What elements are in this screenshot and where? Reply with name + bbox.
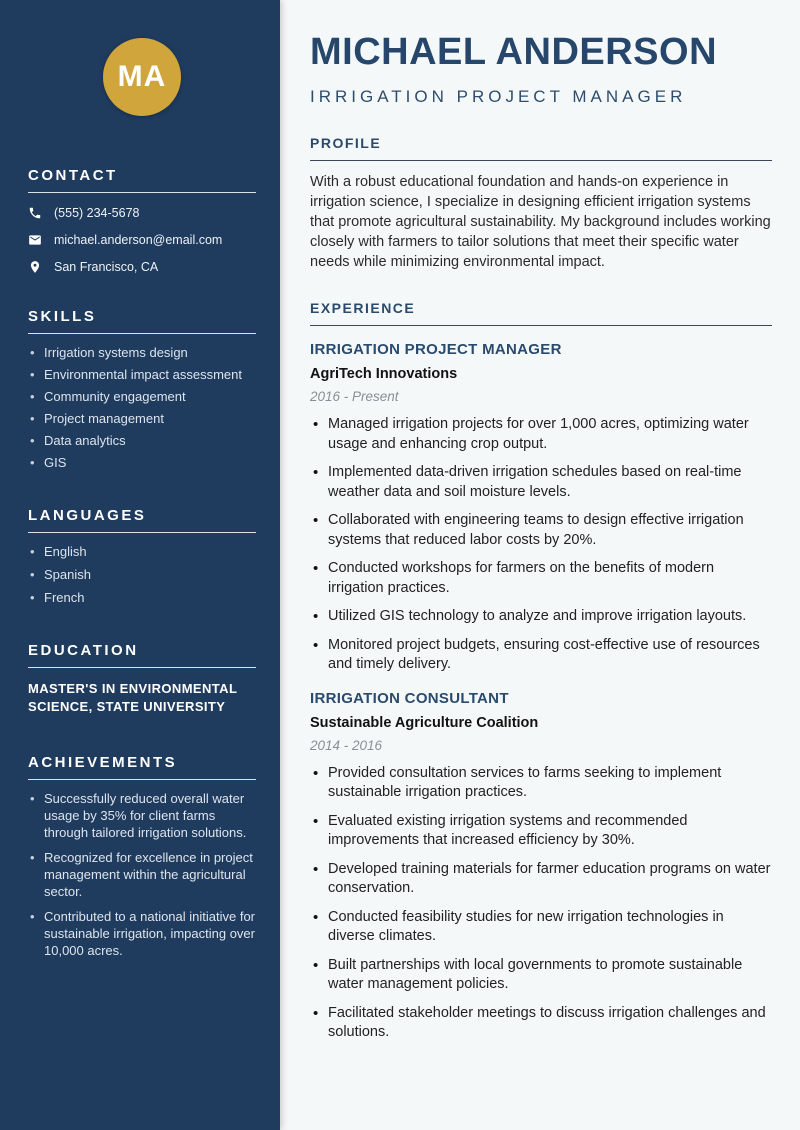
job-bullet: • Facilitated stakeholder meetings to discuss irrigation challenges and solutions. bbox=[310, 1004, 772, 1043]
skill-item: • Community engagement bbox=[28, 388, 256, 405]
job-bullet: • Conducted feasibility studies for new irrigation technologies in diverse climates. bbox=[310, 908, 772, 947]
job-bullet: • Developed training materials for farmer education programs on water conservation. bbox=[310, 860, 772, 899]
location-pin-icon bbox=[28, 260, 42, 274]
language-item: • English bbox=[28, 543, 256, 560]
job-bullet: • Utilized GIS technology to analyze and improve irrigation layouts. bbox=[310, 607, 772, 627]
contact-email-value: michael.anderson@email.com bbox=[54, 233, 223, 247]
candidate-title: IRRIGATION PROJECT MANAGER bbox=[310, 87, 687, 106]
contact-heading: CONTACT bbox=[28, 167, 256, 193]
contact-email-row bbox=[28, 233, 256, 247]
contact-location-value: San Francisco, CA bbox=[54, 260, 159, 274]
experience-job-2 bbox=[310, 690, 772, 1043]
achievement-item: • Successfully reduced overall water usage by 35% for client farms through tailored irrigation solutions. bbox=[28, 790, 256, 841]
contact-phone-row bbox=[28, 206, 256, 220]
experience-heading: EXPERIENCE bbox=[310, 300, 772, 326]
education-heading: EDUCATION bbox=[28, 642, 256, 668]
job-title: IRRIGATION PROJECT MANAGER bbox=[310, 341, 562, 358]
job-dates: 2014 - 2016 bbox=[310, 737, 383, 753]
profile-heading: PROFILE bbox=[310, 135, 772, 161]
languages-list bbox=[28, 543, 256, 606]
achievement-item: • Contributed to a national initiative for sustainable irrigation, impacting over 10,000 acres. bbox=[28, 908, 256, 959]
job-bullet: • Collaborated with engineering teams to design effective irrigation systems that reduced labor costs by 20%. bbox=[310, 511, 772, 550]
job-company: Sustainable Agriculture Coalition bbox=[310, 714, 539, 731]
job-dates: 2016 - Present bbox=[310, 389, 399, 404]
phone-icon bbox=[28, 206, 42, 220]
job-bullet: • Built partnerships with local governments to promote sustainable water management policies. bbox=[310, 956, 772, 995]
contact-list bbox=[28, 206, 256, 274]
sidebar bbox=[0, 0, 280, 1130]
main-content bbox=[280, 0, 800, 1130]
job-title: IRRIGATION CONSULTANT bbox=[310, 689, 509, 707]
job-bullet-list bbox=[310, 764, 772, 1043]
job-bullet: • Implemented data-driven irrigation schedules based on real-time weather data and soil moisture levels. bbox=[310, 463, 772, 502]
skill-item: • Data analytics bbox=[28, 432, 256, 449]
experience-job-1 bbox=[310, 341, 772, 675]
job-bullet: • Provided consultation services to farms seeking to implement sustainable irrigation practices. bbox=[310, 764, 772, 803]
job-company: AgriTech Innovations bbox=[310, 366, 458, 382]
language-item: • Spanish bbox=[28, 566, 256, 583]
achievements-list bbox=[28, 790, 256, 959]
job-bullet: • Managed irrigation projects for over 1,000 acres, optimizing water usage and enhancing crop output. bbox=[310, 415, 772, 454]
job-bullet: • Conducted workshops for farmers on the benefits of modern irrigation practices. bbox=[310, 559, 772, 598]
skill-item: • Irrigation systems design bbox=[28, 344, 256, 361]
job-bullet-list bbox=[310, 415, 772, 675]
achievements-heading: ACHIEVEMENTS bbox=[28, 754, 256, 780]
avatar-initials: MA bbox=[117, 60, 167, 93]
candidate-name: MICHAEL ANDERSON bbox=[310, 31, 718, 73]
email-icon bbox=[28, 233, 42, 247]
skills-heading: SKILLS bbox=[28, 308, 256, 334]
profile-text: With a robust educational foundation and hands-on experience in irrigation science, I specialize in designing efficient irrigation systems that promote agricultural sustainability. My background includes working closely with farmers to tailor solutions that meet their specific water needs while minimizing environmental impact. bbox=[310, 174, 771, 270]
language-item: • French bbox=[28, 589, 256, 606]
education-degree: MASTER'S IN ENVIRONMENTAL SCIENCE, STATE UNIVERSITY bbox=[28, 681, 238, 714]
languages-heading: LANGUAGES bbox=[28, 507, 256, 533]
skills-list bbox=[28, 344, 256, 471]
skill-item: • Environmental impact assessment bbox=[28, 366, 256, 383]
achievement-item: • Recognized for excellence in project management within the agricultural sector. bbox=[28, 849, 256, 900]
skill-item: • GIS bbox=[28, 454, 256, 471]
contact-location-row bbox=[28, 260, 256, 274]
job-bullet: • Monitored project budgets, ensuring cost-effective use of resources and timely delivery. bbox=[310, 636, 772, 675]
avatar bbox=[103, 38, 181, 116]
contact-phone-value: (555) 234-5678 bbox=[54, 206, 140, 220]
job-bullet: • Evaluated existing irrigation systems and recommended improvements that increased efficiency by 30%. bbox=[310, 812, 772, 851]
skill-item: • Project management bbox=[28, 410, 256, 427]
